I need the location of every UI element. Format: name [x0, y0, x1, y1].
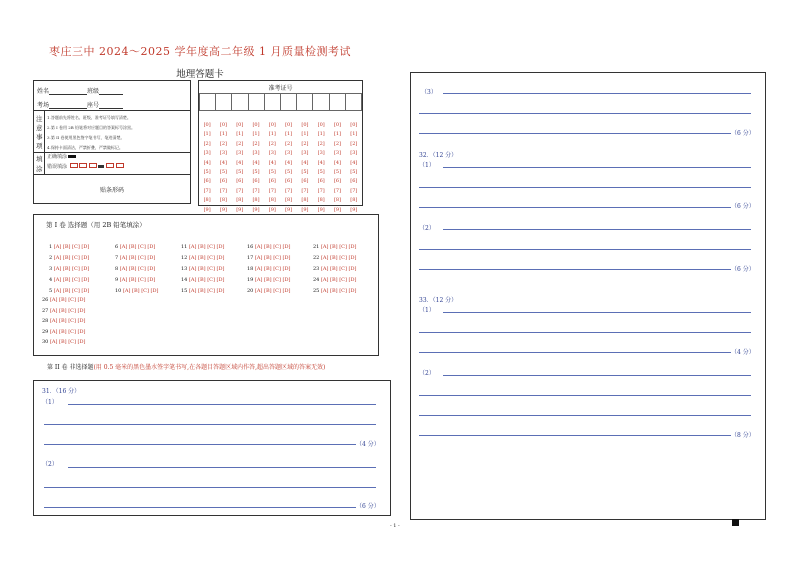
mc-item[interactable]: 20 [A] [B] [C] [D] [247, 288, 291, 294]
answer-line[interactable] [419, 332, 751, 333]
exam-no-bubble[interactable]: [0] [252, 122, 260, 128]
student-info-box [33, 80, 191, 204]
exam-no-bubble[interactable]: [2] [252, 140, 260, 147]
note-3: 3.第 II 卷使用黑色签字笔书写，笔迹清楚。 [47, 135, 125, 140]
exam-no-bubble[interactable]: [8] [219, 197, 227, 204]
exam-no-bubble[interactable]: [8] [252, 197, 260, 204]
exam-no-bubble[interactable]: [6] [219, 178, 227, 185]
mc-item[interactable]: 7 [A] [B] [C] [D] [115, 255, 156, 261]
exam-no-bubble[interactable]: [7] [317, 187, 325, 194]
section2-header [47, 362, 325, 371]
mc-item[interactable]: 22 [A] [B] [C] [D] [313, 255, 357, 261]
mc-item[interactable]: 10 [A] [B] [C] [D] [115, 288, 159, 294]
exam-no-bubble[interactable]: [7] [350, 187, 358, 194]
section1-box [33, 214, 379, 356]
exam-no-bubble[interactable]: [9] [333, 206, 342, 213]
fill-correct: 正确填涂 [47, 152, 76, 163]
q33-title: 33．（12 分） [419, 297, 458, 304]
q31-score2: （6 分） [356, 503, 380, 510]
answer-line[interactable] [419, 207, 731, 208]
note-2: 2.第 I 卷用 2B 铅笔将对应题目的答案标号涂黑。 [47, 125, 135, 130]
mc-item[interactable]: 24 [A] [B] [C] [D] [313, 277, 357, 283]
mc-item[interactable]: 17 [A] [B] [C] [D] [247, 255, 291, 261]
exam-no-bubble[interactable]: [7] [203, 187, 211, 194]
exam-no-bubble[interactable]: [4] [301, 159, 309, 166]
exam-no-bubble[interactable]: [4] [268, 159, 276, 166]
mc-item[interactable]: 6 [A] [B] [C] [D] [115, 244, 156, 250]
q33-score2: （8 分） [731, 432, 755, 439]
exam-no-bubble[interactable]: [6] [333, 178, 342, 185]
exam-no-bubble[interactable]: [1] [219, 131, 227, 138]
exam-no-bubble[interactable]: [5] [317, 169, 325, 175]
exam-no-bubble[interactable]: [5] [350, 169, 358, 175]
exam-no-bubble[interactable]: [4] [252, 159, 260, 166]
exam-no-bubble[interactable]: [9] [236, 206, 244, 213]
exam-no-bubble[interactable]: [6] [236, 178, 244, 185]
barcode-label: 贴条形码 [99, 187, 124, 194]
exam-no-bubble[interactable]: [7] [219, 187, 227, 194]
exam-no-bubble[interactable]: [1] [252, 131, 260, 138]
exam-no-bubble[interactable]: [1] [236, 131, 244, 138]
notes-side-4: 项 [36, 142, 43, 150]
exam-no-bubble[interactable]: [9] [301, 206, 309, 213]
mc-item[interactable]: 13 [A] [B] [C] [D] [181, 266, 225, 272]
exam-no-bubble[interactable]: [0] [317, 122, 325, 128]
answer-line[interactable] [419, 269, 731, 270]
exam-no-bubble[interactable]: [4] [350, 159, 358, 166]
exam-no-bubble[interactable]: [2] [301, 140, 309, 147]
exam-no-bubble[interactable]: [9] [285, 206, 293, 213]
seat-field[interactable] [99, 108, 123, 109]
mc-item[interactable]: 4 [A] [B] [C] [D] [49, 277, 90, 283]
exam-no-bubble[interactable]: [5] [268, 169, 276, 175]
exam-no-bubble[interactable]: [3] [236, 150, 244, 157]
q33-part2: （2） [419, 370, 435, 377]
exam-no-bubble[interactable]: [1] [268, 131, 276, 138]
mc-item[interactable]: 12 [A] [B] [C] [D] [181, 255, 225, 261]
exam-no-bubble[interactable]: [9] [219, 206, 227, 213]
exam-no-bubble[interactable]: [1] [333, 131, 342, 138]
exam-no-bubble[interactable]: [4] [219, 159, 227, 166]
exam-no-bubble[interactable]: [6] [268, 178, 276, 185]
exam-number-box [198, 80, 363, 213]
answer-line[interactable] [419, 187, 751, 188]
exam-no-bubble[interactable]: [2] [333, 140, 342, 147]
exam-no-bubble[interactable]: [3] [268, 150, 276, 157]
q32-score1: （6 分） [731, 203, 755, 210]
exam-no-bubble[interactable]: [5] [252, 169, 260, 175]
exam-no-bubble[interactable]: [3] [219, 150, 227, 157]
mc-item[interactable]: 2 [A] [B] [C] [D] [49, 255, 90, 261]
exam-no-bubble[interactable]: [0] [285, 122, 293, 128]
exam-no-bubble[interactable]: [2] [219, 140, 227, 147]
mc-item[interactable]: 27 [A] [B] [C] [D] [42, 307, 86, 314]
registration-mark [732, 519, 739, 526]
answer-line[interactable] [419, 249, 751, 250]
answer-line[interactable] [443, 229, 751, 230]
exam-no-bubble[interactable]: [3] [252, 150, 260, 157]
exam-no-bubble[interactable]: [3] [301, 150, 309, 157]
exam-no-bubble[interactable]: [8] [203, 197, 211, 204]
mc-item[interactable]: 30 [A] [B] [C] [D] [42, 339, 86, 345]
exam-no-bubble[interactable]: [6] [285, 178, 293, 185]
exam-no-bubble[interactable]: [3] [285, 150, 293, 157]
exam-no-bubble[interactable]: [2] [268, 140, 276, 147]
answer-line[interactable] [419, 133, 731, 134]
answer-line[interactable] [443, 93, 751, 94]
q32-score2: （6 分） [731, 266, 755, 273]
exam-no-bubble[interactable]: [7] [301, 187, 309, 194]
exam-no-bubble[interactable]: [7] [252, 187, 260, 194]
exam-no-bubble[interactable]: [2] [203, 140, 211, 147]
section2-note: (用 0.5 毫米的黑色墨水签字笔书写,在各题目答题区域内作答,超出答题区域的答案无效) [93, 364, 326, 371]
exam-no-bubble[interactable]: [5] [285, 169, 293, 175]
answer-line[interactable] [419, 415, 751, 416]
exam-no-bubble[interactable]: [1] [285, 131, 293, 138]
section2-label: 第 II 卷 非选择题 [47, 364, 94, 371]
q32-part2: （2） [419, 225, 435, 232]
q31-title: 31．（16 分） [42, 388, 81, 395]
exam-no-bubble[interactable]: [0] [236, 122, 244, 128]
exam-no-bubble[interactable]: [5] [203, 169, 211, 175]
exam-no-bubble[interactable]: [8] [317, 197, 325, 204]
exam-no-bubble[interactable]: [9] [317, 206, 325, 213]
mc-item[interactable]: 16 [A] [B] [C] [D] [247, 244, 291, 250]
q31-score3: （6 分） [731, 130, 755, 137]
exam-no-bubble[interactable]: [2] [317, 140, 325, 147]
exam-no-bubble[interactable]: [1] [317, 131, 325, 138]
mc-item[interactable]: 3 [A] [B] [C] [D] [49, 266, 90, 272]
mc-item[interactable]: 23 [A] [B] [C] [D] [313, 266, 357, 272]
exam-no-bubble[interactable]: [6] [203, 178, 211, 185]
answer-line[interactable] [419, 113, 751, 114]
mc-item[interactable]: 8 [A] [B] [C] [D] [115, 266, 156, 272]
exam-no-bubble[interactable]: [7] [268, 187, 276, 194]
exam-no-bubble[interactable]: [3] [317, 150, 325, 157]
exam-no-bubble[interactable]: [0] [333, 122, 342, 128]
exam-no-bubble[interactable]: [0] [301, 122, 309, 128]
q31-part3: （3） [421, 89, 437, 96]
q31-part2: （2） [42, 461, 58, 468]
exam-no-bubble[interactable]: [6] [317, 178, 325, 185]
exam-no-bubble[interactable]: [8] [350, 197, 358, 204]
notes-side-1: 注 [36, 115, 43, 123]
exam-no-bubble[interactable]: [7] [236, 187, 244, 194]
exam-no-bubble[interactable]: [9] [350, 206, 358, 213]
mc-row [49, 277, 379, 296]
exam-no-bubble[interactable]: [8] [268, 197, 276, 204]
answer-line[interactable] [44, 444, 356, 445]
mc-item[interactable]: 28 [A] [B] [C] [D] [42, 318, 86, 324]
exam-no-bubble[interactable]: [1] [350, 131, 358, 138]
answer-line[interactable] [419, 395, 751, 396]
class-label: 班级 [87, 88, 100, 95]
q32-part1: （1） [419, 162, 435, 169]
answer-line[interactable] [419, 435, 731, 436]
class-field[interactable] [99, 94, 123, 95]
exam-no-bubble[interactable]: [3] [350, 150, 358, 157]
mc-item[interactable]: 26 [A] [B] [C] [D] [42, 297, 86, 303]
fill-side-2: 涂 [36, 165, 43, 173]
exam-no-bubble[interactable]: [2] [236, 140, 244, 147]
exam-no-bubble[interactable]: [4] [203, 159, 211, 166]
exam-no-bubble[interactable]: [9] [252, 206, 260, 213]
answer-line[interactable] [419, 352, 731, 353]
exam-no-bubble[interactable]: [4] [236, 159, 244, 166]
q32-title: 32．（12 分） [419, 152, 458, 159]
note-1: 1.答题前先将姓名、班级、准考证号填写清楚。 [47, 115, 131, 120]
name-label: 姓名 [37, 88, 50, 95]
page-number: - 1 - [390, 523, 400, 529]
mc-item[interactable]: 18 [A] [B] [C] [D] [247, 266, 291, 272]
exam-no-bubble[interactable]: [6] [252, 178, 260, 185]
answer-line[interactable] [44, 424, 376, 425]
exam-no-bubble[interactable]: [1] [203, 131, 211, 138]
q33-part1: （1） [419, 307, 435, 314]
notes-side-2: 意 [36, 124, 43, 132]
mc-item[interactable]: 21 [A] [B] [C] [D] [313, 244, 357, 250]
right-answer-box [410, 72, 766, 520]
exam-no-bubble[interactable]: [4] [285, 159, 293, 166]
exam-no-bubble[interactable]: [6] [301, 178, 309, 185]
answer-card-title: 地理答题卡 [176, 69, 224, 80]
exam-no-bubble[interactable]: [5] [236, 169, 244, 175]
answer-line[interactable] [443, 312, 751, 313]
exam-no-bubble[interactable]: [0] [350, 122, 358, 128]
section1-title: 第 I 卷 选择题（用 2B 铅笔填涂） [46, 221, 146, 229]
mc-item[interactable]: 5 [A] [B] [C] [D] [49, 288, 90, 294]
fill-wrong: 错误填涂 [47, 162, 124, 173]
exam-no-bubble[interactable]: [5] [333, 169, 342, 175]
exam-no-label: 准考证号 [268, 85, 293, 92]
exam-no-bubble[interactable]: [0] [203, 122, 211, 128]
room-row [37, 100, 123, 109]
mc-item[interactable]: 25 [A] [B] [C] [D] [313, 288, 357, 294]
exam-no-bubble[interactable]: [9] [203, 206, 211, 213]
mc-item[interactable]: 19 [A] [B] [C] [D] [247, 277, 291, 283]
q31-box [33, 380, 391, 516]
exam-no-bubble[interactable]: [7] [285, 187, 293, 194]
answer-line[interactable] [443, 167, 751, 168]
name-field[interactable] [49, 94, 87, 95]
notes-side-3: 事 [36, 133, 43, 141]
answer-line[interactable] [44, 487, 376, 488]
exam-no-bubble[interactable]: [5] [301, 169, 309, 175]
answer-line[interactable] [68, 404, 376, 405]
exam-no-bubble[interactable]: [2] [285, 140, 293, 147]
exam-no-digit-row [199, 196, 362, 215]
q31-score1: （4 分） [356, 441, 380, 448]
exam-no-bubble[interactable]: [0] [219, 122, 227, 128]
answer-line[interactable] [44, 507, 356, 508]
exam-no-bubble[interactable]: [9] [268, 206, 276, 213]
exam-no-bubble[interactable]: [8] [285, 197, 293, 204]
mc-item[interactable]: 15 [A] [B] [C] [D] [181, 288, 225, 294]
exam-room-field[interactable] [49, 108, 87, 109]
exam-no-bubble[interactable]: [3] [203, 150, 211, 157]
mc-item[interactable]: 1 [A] [B] [C] [D] [49, 244, 90, 250]
seat-label: 座号 [87, 102, 100, 109]
exam-no-bubble[interactable]: [8] [333, 197, 342, 204]
answer-line[interactable] [443, 375, 751, 376]
q31-part1: （1） [42, 399, 58, 406]
mc-item[interactable]: 29 [A] [B] [C] [D] [42, 328, 86, 335]
note-4: 4.保持卡面清洁，严禁折叠，严禁做标记。 [47, 145, 123, 150]
exam-no-bubble[interactable]: [1] [301, 131, 309, 138]
mc-item[interactable]: 11 [A] [B] [C] [D] [181, 244, 225, 250]
mc-item[interactable]: 14 [A] [B] [C] [D] [181, 277, 225, 283]
exam-no-bubble[interactable]: [6] [350, 178, 358, 185]
fill-side-1: 填 [36, 155, 43, 163]
page-title: 枣庄三中 2024～2025 学年度高二年级 1 月质量检测考试 [49, 45, 351, 58]
q33-score1: （4 分） [731, 349, 755, 356]
exam-no-bubble[interactable]: [2] [350, 140, 358, 147]
exam-no-write-cells[interactable] [199, 93, 362, 111]
exam-no-bubble[interactable]: [4] [317, 159, 325, 166]
exam-no-bubble[interactable]: [4] [333, 159, 342, 166]
mc-item[interactable]: 9 [A] [B] [C] [D] [115, 277, 156, 283]
exam-no-bubble[interactable]: [3] [333, 150, 342, 157]
exam-no-bubble[interactable]: [0] [268, 122, 276, 128]
exam-no-bubble[interactable]: [8] [236, 197, 244, 204]
name-row [37, 86, 123, 95]
exam-no-bubble[interactable]: [5] [219, 169, 227, 175]
exam-no-bubble[interactable]: [7] [333, 187, 342, 194]
exam-room-label: 考场 [37, 102, 50, 109]
exam-no-bubble[interactable]: [8] [301, 197, 309, 204]
answer-line[interactable] [68, 467, 376, 468]
